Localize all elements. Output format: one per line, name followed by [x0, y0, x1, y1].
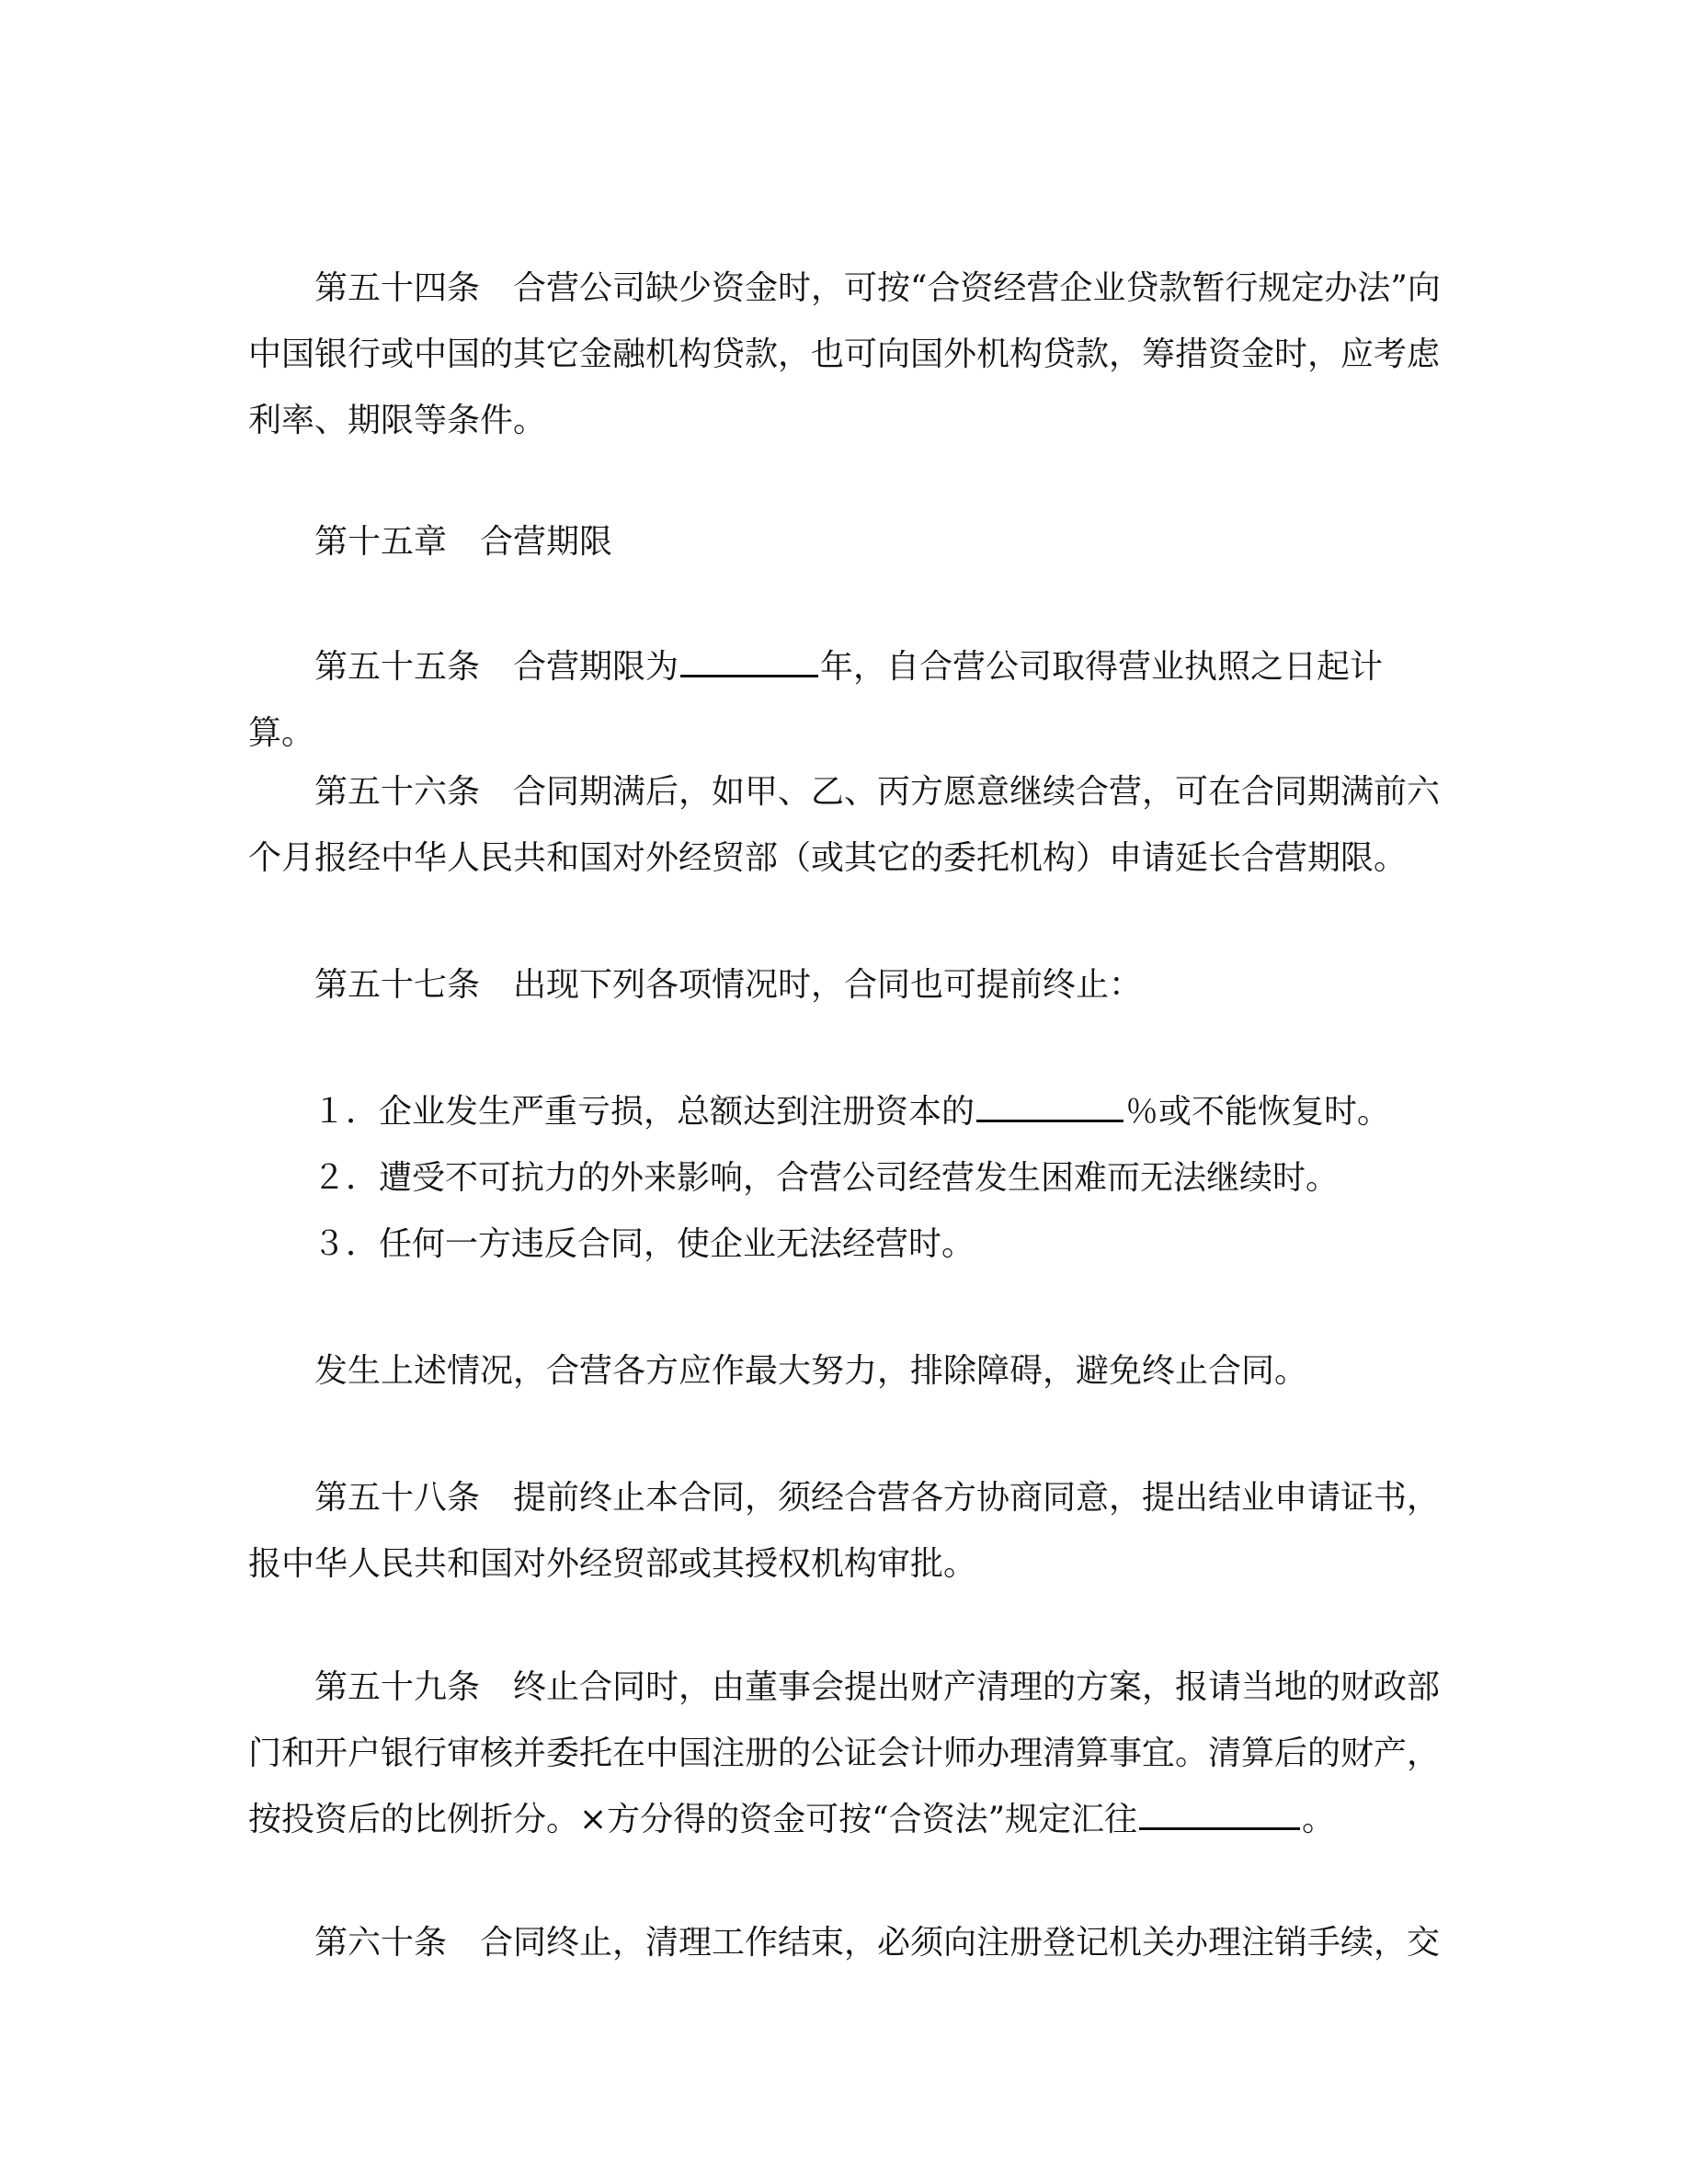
chapter-15-heading: 第十五章 合营期限 [314, 523, 613, 561]
loss-percent-blank [976, 1092, 1123, 1122]
article-59-text-start: 第五十九条 终止合同时，由董事会提出财产清理的方案，报请当地的财政部门和开户银行审核并委托在中国注册的公证会计师办理清算事宜。清算后的财产，按投资后的比例折分。×方分得的资金可按“合资法”规定汇往 [248, 1668, 1441, 1838]
list-item-1-text-end: ％或不能恢复时。 [1125, 1093, 1391, 1131]
article-55-text-end: 年，自合营公司取得营业执照之日起计算。 [248, 648, 1384, 752]
article-58: 第五十八条 提前终止本合同，须经合营各方协商同意，提出结业申请证书，报中华人民共和国对外经贸部或其授权机构审批。 [248, 1479, 1441, 1583]
article-56: 第五十六条 合同期满后，如甲、乙、丙方愿意继续合营，可在合同期满前六个月报经中华人民共和国对外经贸部（或其它的委托机构）申请延长合营期限。 [248, 773, 1441, 877]
article-54: 第五十四条 合营公司缺少资金时，可按“合资经营企业贷款暂行规定办法”向中国银行或中国的其它金融机构贷款，也可向国外机构贷款，筹措资金时，应考虑利率、期限等条件。 [248, 269, 1441, 439]
list-item-1-text-start: １．企业发生严重亏损，总额达到注册资本的 [313, 1093, 975, 1131]
article-59-text-end: 。 [1301, 1801, 1335, 1838]
list-item-3: ３．任何一方违反合同，使企业无法经营时。 [313, 1225, 975, 1263]
article-60: 第六十条 合同终止，清理工作结束，必须向注册登记机关办理注销手续，交 [314, 1924, 1441, 1962]
article-59 [248, 1655, 1443, 1853]
remit-destination-blank [1139, 1800, 1300, 1830]
after-list-paragraph: 发生上述情况，合营各方应作最大努力，排除障碍，避免终止合同。 [314, 1352, 1308, 1390]
article-57: 第五十七条 出现下列各项情况时，合同也可提前终止： [314, 966, 1143, 1004]
article-55-text-start: 第五十五条 合营期限为 [314, 648, 679, 686]
list-item-2: ２．遭受不可抗力的外来影响，合营公司经营发生困难而无法继续时。 [313, 1159, 1340, 1197]
term-years-blank [680, 647, 818, 677]
list-item-1 [313, 1079, 1443, 1145]
article-55 [248, 634, 1443, 767]
